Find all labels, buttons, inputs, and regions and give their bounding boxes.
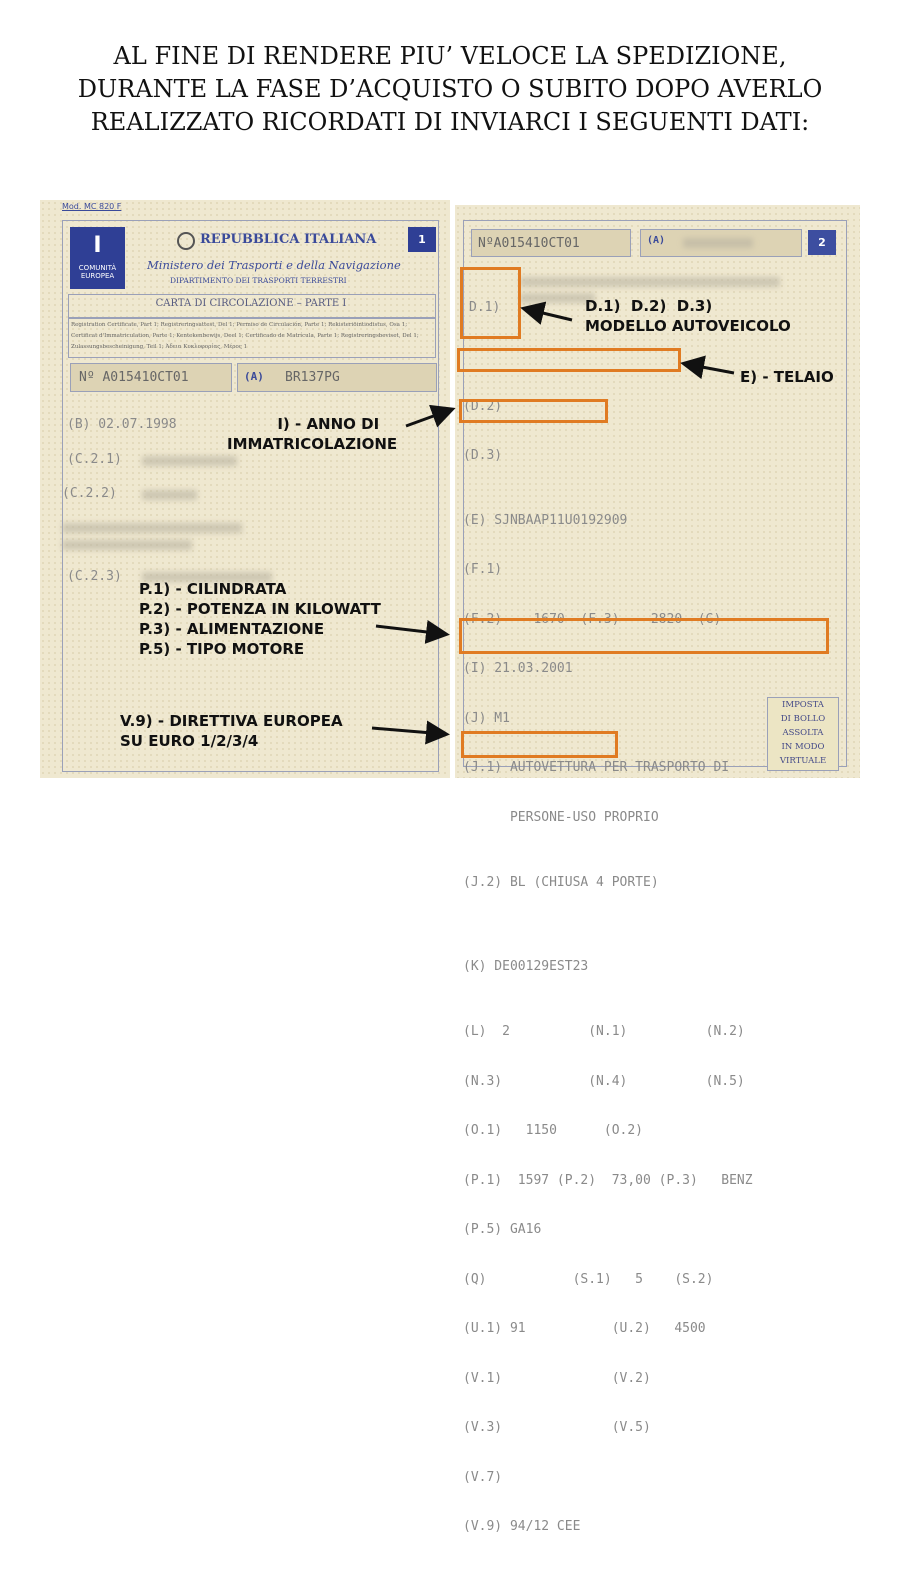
field-u1: (U.1) 91 (U.2) 4500	[463, 1321, 706, 1336]
ministry-name: Ministero dei Trasporti e della Navigazione	[147, 258, 401, 272]
field-l: (L) 2 (N.1) (N.2)	[463, 1024, 745, 1039]
registration-card-part1	[40, 200, 450, 778]
annotation-text: P.5) - TIPO MOTORE	[139, 640, 305, 658]
field-j1: (J.1) AUTOVETTURA PER TRASPORTO DI	[463, 760, 730, 775]
field-d2: (D.2)	[463, 398, 503, 414]
field-p1: (P.1) 1597 (P.2) 73,00 (P.3) BENZ	[463, 1172, 753, 1188]
field-d3: (D.3)	[463, 448, 503, 463]
eu-flag	[70, 227, 125, 289]
annotation-text: P.1) - CILINDRATA	[139, 580, 287, 598]
annotation-v	[120, 711, 343, 751]
document-number: NºA015410CT01	[478, 236, 580, 251]
document-number: Nº A015410CT01	[79, 370, 189, 385]
field-c22: (C.2.2)	[62, 486, 117, 501]
redacted-text	[62, 523, 242, 533]
translations-text: Registration Certificate, Part 1; Registreringsattest, Del 1; Permiso de Circulación, Parte 1; Rekisteriöintiodistus, Osa 1; Certificat d'Immatriculation, Parte 1; Kentekenbewijs, Deel 1; Certificado de Matrícula, Parte 1; Registreringsbeviset, Del 1; Zulassungsbescheinigung, Teil 1; Άδεια Κυκλοφορίας, Μέρος 1	[71, 322, 419, 350]
stamp-line: IMPOSTA	[782, 700, 824, 710]
plate-field	[640, 229, 802, 257]
field-f1: (F.1)	[463, 562, 503, 577]
page-number: 1	[408, 227, 436, 252]
header-line: AL FINE DI RENDERE PIU’ VELOCE LA SPEDIZIONE,	[113, 42, 787, 70]
header-line: DURANTE LA FASE D’ACQUISTO O SUBITO DOPO AVERLO	[77, 75, 823, 103]
field-f2: (F.2) 1670 (F.3) 2820 (G)	[463, 611, 722, 627]
stamp-line: VIRTUALE	[779, 756, 827, 766]
field-c21: (C.2.1)	[67, 452, 122, 467]
eu-label: EUROPEA	[80, 272, 115, 280]
field-j2: (J.2) BL (CHIUSA 4 PORTE)	[463, 875, 659, 890]
highlight-p-fields	[459, 618, 829, 654]
plate-number: BR137PG	[285, 370, 340, 385]
field-j1-cont: PERSONE-USO PROPRIO	[463, 809, 659, 825]
document-number-field	[471, 229, 631, 257]
annotation-e: E) - TELAIO	[740, 368, 834, 386]
annotation-text: V.9) - DIRETTIVA EUROPEA	[120, 712, 343, 730]
field-v9: (V.9) 94/12 CEE	[463, 1519, 581, 1534]
redacted-text	[683, 238, 753, 248]
field-j: (J) M1	[463, 710, 510, 726]
tax-stamp	[767, 697, 839, 771]
annotation-p	[139, 579, 381, 659]
field-p5: (P.5) GA16	[463, 1222, 542, 1237]
card-title: CARTA DI CIRCOLAZIONE – PARTE I	[155, 298, 347, 309]
annotation-text: I) - ANNO DI	[277, 415, 380, 433]
plate-label: (A)	[244, 370, 264, 383]
field-d1: D.1)	[469, 300, 501, 315]
field-lines	[463, 267, 753, 1569]
field-v7: (V.7)	[463, 1469, 503, 1485]
field-q: (Q) (S.1) 5 (S.2)	[463, 1271, 714, 1287]
stamp-line: IN MODO	[781, 742, 825, 752]
instructions-header	[0, 40, 900, 139]
highlight-v9-field	[461, 731, 618, 758]
emblem-icon	[177, 232, 195, 250]
annotation-text: P.2) - POTENZA IN KILOWATT	[139, 600, 381, 618]
annotation-text: P.3) - ALIMENTAZIONE	[139, 620, 325, 638]
republic-title: REPUBBLICA ITALIANA	[200, 232, 377, 247]
field-n3: (N.3) (N.4) (N.5)	[463, 1073, 745, 1089]
redacted-text	[62, 540, 192, 550]
annotation-i	[227, 414, 397, 454]
stamp-line: ASSOLTA	[782, 728, 824, 738]
field-v3: (V.3) (V.5)	[463, 1420, 651, 1435]
redacted-text	[142, 490, 197, 500]
annotation-text: MODELLO AUTOVEICOLO	[585, 317, 791, 335]
field-k: (K) DE00129EST23	[463, 958, 589, 974]
eu-letter: I	[93, 233, 102, 258]
stamp-line: DI BOLLO	[780, 714, 826, 724]
highlight-d-fields	[460, 267, 521, 339]
plate-label: (A)	[647, 235, 666, 246]
field-v1: (V.1) (V.2)	[463, 1370, 651, 1386]
annotation-text: IMMATRICOLAZIONE	[227, 435, 398, 453]
highlight-e-field	[457, 348, 681, 372]
annotation-text: SU EURO 1/2/3/4	[120, 732, 259, 750]
field-c23: (C.2.3)	[67, 569, 122, 584]
field-o1: (O.1) 1150 (O.2)	[463, 1123, 644, 1138]
annotation-text: D.1) D.2) D.3)	[585, 297, 713, 315]
plate-field	[237, 363, 437, 392]
field-b: (B) 02.07.1998	[67, 417, 177, 432]
redacted-text	[142, 456, 237, 466]
header-line: REALIZZATO RICORDATI DI INVIARCI I SEGUENTI DATI:	[90, 108, 810, 136]
department-name: DIPARTIMENTO DEI TRASPORTI TERRESTRI	[170, 276, 347, 285]
page-number: 2	[808, 230, 836, 255]
model-code: Mod. MC 820 F	[62, 202, 122, 211]
eu-label: COMUNITÀ	[78, 264, 117, 272]
field-e: (E) SJNBAAP11U0192909	[463, 512, 628, 528]
annotation-d	[585, 296, 791, 336]
highlight-i-field	[459, 399, 608, 423]
field-i: (I) 21.03.2001	[463, 661, 573, 676]
document-number-field	[70, 363, 232, 392]
